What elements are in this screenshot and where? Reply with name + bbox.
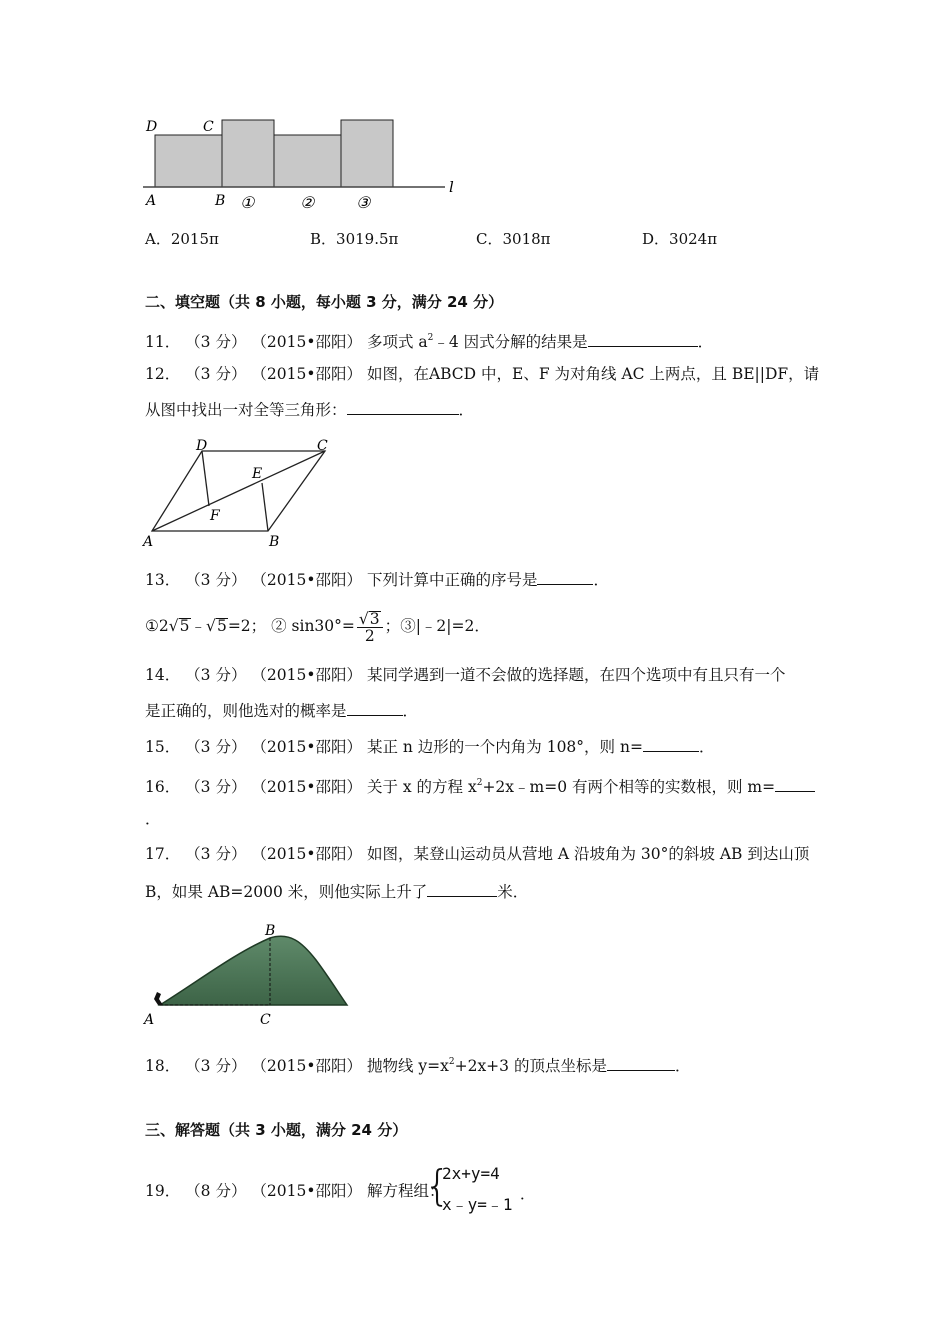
q14-num: 14．	[145, 666, 181, 684]
q13-e1-rad1: 5	[179, 617, 190, 635]
question-14-line2	[145, 701, 418, 721]
label-C: C	[317, 438, 328, 454]
question-18	[145, 1052, 690, 1076]
q12-end: ．	[458, 401, 475, 419]
q12-src: （2015•邵阳）	[251, 365, 362, 383]
q16-blank[interactable]	[775, 777, 815, 792]
q13-e1-post: =2；	[227, 617, 267, 635]
q16-score: （3 分）	[185, 778, 247, 796]
figure-rectangles	[140, 112, 470, 212]
q18-text-a: 抛物线 y=x	[366, 1057, 449, 1075]
q17-line1: 如图，某登山运动员从营地 A 沿坡角为 30°的斜坡 AB 到达山顶	[366, 845, 810, 863]
climber-icon	[154, 992, 163, 1005]
q13-e1-rad2: 5	[216, 617, 227, 635]
label-E: E	[252, 466, 263, 482]
q12-line1: 如图，在ABCD 中，E、F 为对角线 AC 上两点，且 BE||DF，请	[366, 365, 820, 383]
q15-text: 某正 n 边形的一个内角为 108°，则 n=	[366, 738, 643, 756]
q18-end: ．	[674, 1057, 691, 1075]
q12-line2: 从图中找出一对全等三角形：	[145, 401, 347, 419]
label-D: D	[146, 119, 158, 135]
q18-text-b: +2x+3 的顶点坐标是	[454, 1057, 607, 1075]
q15-blank[interactable]	[643, 737, 699, 752]
question-13-expressions: ①2√5﹣√5=2； ② sin30°= $\frac{√3}{2}$ ；③|﹣2|=2．	[145, 609, 490, 645]
q13-e2-pre: ② sin30°=	[271, 617, 355, 635]
q14-src: （2015•邵阳）	[251, 666, 362, 684]
q19-brace: {	[424, 1161, 451, 1210]
q13-e2-num: 3	[369, 609, 380, 628]
q13-score: （3 分）	[185, 571, 247, 589]
diagonal-ac	[152, 451, 325, 531]
q14-blank[interactable]	[347, 701, 403, 716]
figure-parallelogram	[140, 438, 350, 553]
q13-src: （2015•邵阳）	[251, 571, 362, 589]
label-l: l	[449, 178, 454, 196]
q16-text-a: 关于 x 的方程 x	[366, 778, 477, 796]
question-17-line2	[145, 882, 528, 902]
rect-1	[222, 120, 274, 187]
q17-blank[interactable]	[427, 882, 497, 897]
label-D: D	[196, 438, 208, 454]
q13-e3: ③|﹣2|=2．	[400, 617, 490, 635]
q11-end: ．	[697, 333, 714, 351]
q18-exp: 2	[448, 1057, 455, 1067]
section-title-solve: 三、解答题（共 3 小题，满分 24 分）	[145, 1121, 408, 1139]
option-a: A．2015π	[145, 230, 219, 248]
mountain-slope	[160, 936, 347, 1005]
question-12-line2	[145, 400, 474, 420]
question-14-line1	[145, 665, 785, 685]
circle-1: ①	[240, 193, 255, 212]
q12-score: （3 分）	[185, 365, 247, 383]
option-b: B．3019.5π	[310, 230, 399, 248]
q19-num: 19．	[145, 1182, 181, 1200]
q14-end: ．	[402, 702, 419, 720]
question-13	[145, 570, 609, 590]
question-15	[145, 737, 714, 757]
q15-end: ．	[698, 738, 715, 756]
q14-line1: 某同学遇到一道不会做的选择题，在四个选项中有且只有一个	[366, 666, 786, 684]
q14-score: （3 分）	[185, 666, 247, 684]
q16-num: 16．	[145, 778, 181, 796]
label-A: A	[143, 534, 154, 550]
label-C: C	[260, 1012, 271, 1028]
q18-num: 18．	[145, 1057, 181, 1075]
label-F: F	[210, 508, 220, 524]
q19-text: 解方程组：	[366, 1182, 445, 1200]
q14-line2: 是正确的，则他选对的概率是	[145, 702, 347, 720]
q19-end: ．	[520, 1185, 536, 1203]
question-17-line1	[145, 844, 809, 864]
question-16	[145, 773, 815, 797]
q13-end: ．	[593, 571, 609, 589]
circle-2: ②	[300, 193, 315, 212]
option-c: C．3018π	[476, 230, 551, 248]
segment-df	[202, 451, 209, 506]
q17-end: 米．	[497, 883, 529, 901]
q19-eq2: x﹣y=﹣1	[442, 1195, 513, 1214]
label-C: C	[203, 119, 214, 135]
q19-eq1: 2x+y=4	[442, 1164, 500, 1183]
q18-src: （2015•邵阳）	[251, 1057, 362, 1075]
question-16-end: ．	[145, 810, 161, 828]
q11-score: （3 分）	[185, 333, 247, 351]
label-B: B	[265, 923, 276, 939]
q18-score: （3 分）	[185, 1057, 247, 1075]
q13-e2-post: ；	[384, 617, 401, 635]
segment-be	[262, 483, 268, 531]
q13-e2-den: 2	[364, 626, 375, 645]
rect-2	[274, 135, 341, 187]
q11-exp: 2	[427, 333, 434, 343]
q17-score: （3 分）	[185, 845, 247, 863]
q18-blank[interactable]	[607, 1056, 675, 1071]
q13-e1-mid: ﹣	[190, 617, 207, 635]
q12-num: 12．	[145, 365, 181, 383]
label-B: B	[215, 193, 226, 209]
question-19	[145, 1181, 444, 1201]
q13-e1-pre: ①2	[145, 617, 169, 635]
q13-blank[interactable]	[537, 570, 593, 585]
q11-num: 11．	[145, 333, 181, 351]
option-d: D．3024π	[642, 230, 718, 248]
q16-src: （2015•邵阳）	[251, 778, 362, 796]
q17-num: 17．	[145, 845, 181, 863]
q17-line2: B，如果 AB=2000 米，则他实际上升了	[145, 883, 428, 901]
q19-score: （8 分）	[185, 1182, 247, 1200]
rect-3	[341, 120, 393, 187]
label-A: A	[144, 1012, 155, 1028]
q16-text-b: +2x﹣m=0 有两个相等的实数根，则 m=	[482, 778, 776, 796]
q17-src: （2015•邵阳）	[251, 845, 362, 863]
q13-e2-fraction: $\frac{√3}{2}$	[357, 611, 383, 644]
q16-exp: 2	[476, 778, 483, 788]
q12-blank[interactable]	[347, 400, 459, 415]
section-title-fill-blank: 二、填空题（共 8 小题，每小题 3 分，满分 24 分）	[145, 293, 504, 311]
q11-text-b: ﹣4 因式分解的结果是	[433, 333, 588, 351]
q15-num: 15．	[145, 738, 181, 756]
q11-src: （2015•邵阳）	[251, 333, 362, 351]
q19-src: （2015•邵阳）	[251, 1182, 362, 1200]
figure-mountain	[140, 918, 355, 1030]
rect-abcd	[155, 135, 222, 187]
q11-text-a: 多项式 a	[366, 333, 428, 351]
q13-num: 13．	[145, 571, 181, 589]
q13-text: 下列计算中正确的序号是	[366, 571, 538, 589]
circle-3: ③	[356, 193, 371, 212]
q11-blank[interactable]	[588, 332, 698, 347]
label-A: A	[146, 193, 157, 209]
q15-score: （3 分）	[185, 738, 247, 756]
question-11	[145, 328, 713, 352]
question-12-line1	[145, 364, 819, 384]
label-B: B	[269, 534, 280, 550]
q15-src: （2015•邵阳）	[251, 738, 362, 756]
